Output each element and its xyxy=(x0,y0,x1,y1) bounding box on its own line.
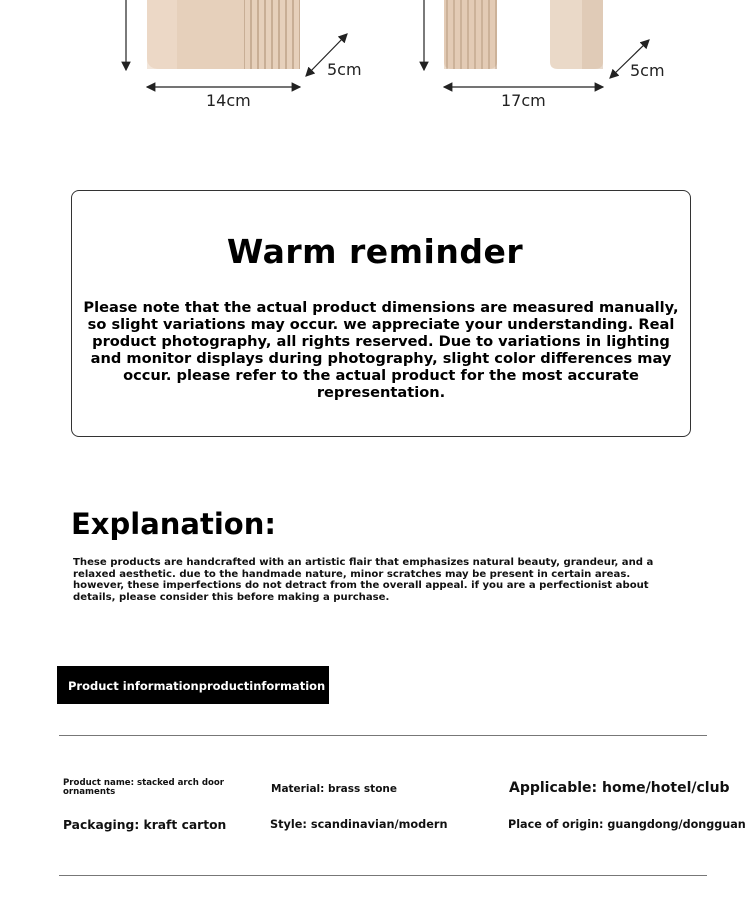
explanation-title: Explanation: xyxy=(71,507,276,541)
product-info-top-divider xyxy=(59,735,707,736)
right-width-label: 17cm xyxy=(501,91,546,110)
dimension-drawing xyxy=(0,0,750,120)
product-applicable: Applicable: home/hotel/club xyxy=(509,780,730,796)
right-depth-label: 5cm xyxy=(630,61,665,80)
right-stone-object-a xyxy=(444,0,497,69)
product-material: Material: brass stone xyxy=(271,783,398,795)
warm-reminder-title: Warm reminder xyxy=(226,232,524,271)
product-info-tab xyxy=(57,666,329,704)
left-width-label: 14cm xyxy=(206,91,251,110)
product-name: Product name: stacked arch door ornaments xyxy=(63,778,225,797)
product-origin: Place of origin: guangdong/dongguan xyxy=(508,818,746,831)
product-style: Style: scandinavian/modern xyxy=(270,818,448,831)
left-depth-label: 5cm xyxy=(327,60,362,79)
right-stone-object-b xyxy=(550,0,603,69)
product-info-tab-label: Product informationproductinformation xyxy=(68,679,326,693)
product-info-bottom-divider xyxy=(59,875,707,876)
left-stone-object xyxy=(147,0,300,69)
product-packaging: Packaging: kraft carton xyxy=(63,818,227,832)
dimension-diagram xyxy=(0,0,750,120)
explanation-text: These products are handcrafted with an artistic flair that emphasizes natural beauty, grandeur, and a relaxed aesthetic. due to the handmade nature, minor scratches may be present in certain areas. however, these imperfections do not detract from the overall appeal. if you are a perfectionist about details, please consider this before making a purchase. xyxy=(73,557,654,604)
warm-reminder-text: Please note that the actual product dimensions are measured manually, so slight variations may occur. we appreciate your understanding. Real product photography, all rights reserved. Due to variations in lighting and monitor displays during photography, slight color differences may occur. please refer to the actual product for the most accurate representation. xyxy=(83,299,679,401)
